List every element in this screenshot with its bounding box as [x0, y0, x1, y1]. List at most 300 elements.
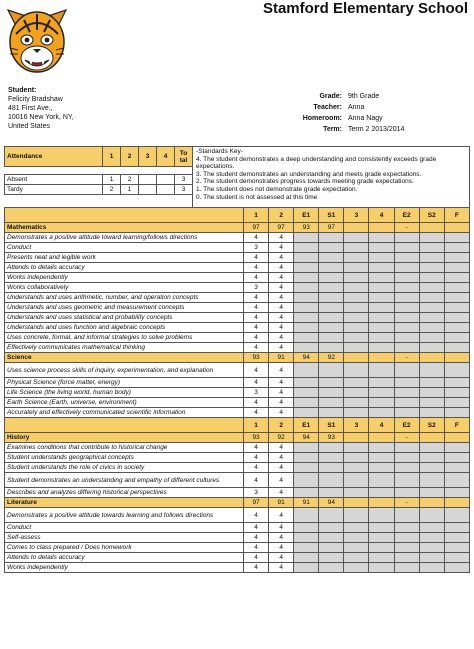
empty-grade-cell	[444, 343, 469, 353]
standard-grade-cell: 3	[244, 488, 269, 498]
empty-grade-cell	[344, 508, 369, 523]
empty-grade-cell	[369, 523, 394, 533]
subject-grade-cell	[344, 433, 369, 443]
empty-grade-cell	[444, 473, 469, 488]
empty-grade-cell	[419, 313, 444, 323]
subject-grade-cell: 97	[319, 223, 344, 233]
standard-grade-cell: 4	[244, 473, 269, 488]
standard-row	[5, 323, 470, 333]
empty-grade-cell	[319, 563, 344, 573]
empty-grade-cell	[319, 388, 344, 398]
attendance-row: Absent 1 2 3	[5, 175, 193, 185]
empty-grade-cell	[294, 533, 319, 543]
subject-name: Mathematics	[5, 223, 244, 233]
empty-grade-cell	[419, 443, 444, 453]
subject-grade-cell	[369, 223, 394, 233]
grade-column-header: S2	[419, 418, 444, 433]
standard-description: Self-assess	[5, 533, 244, 543]
empty-grade-cell	[369, 293, 394, 303]
attendance-table	[4, 146, 193, 195]
standard-row	[5, 543, 470, 553]
standard-description: Understands and uses statistical and probability concepts	[5, 313, 244, 323]
standard-grade-cell: 4	[244, 253, 269, 263]
empty-grade-cell	[294, 333, 319, 343]
standard-description: Understands and uses arithmetic, number, and operation concepts	[5, 293, 244, 303]
empty-grade-cell	[344, 378, 369, 388]
empty-grade-cell	[394, 343, 419, 353]
empty-grade-cell	[444, 543, 469, 553]
empty-grade-cell	[319, 333, 344, 343]
grade-column-header: S1	[319, 208, 344, 223]
empty-grade-cell	[319, 398, 344, 408]
subject-grade-cell	[444, 433, 469, 443]
subject-grade-cell: 93	[244, 433, 269, 443]
subject-grade-cell: -	[394, 498, 419, 508]
standard-description: Conduct	[5, 243, 244, 253]
subject-name: History	[5, 433, 244, 443]
grade-column-header: 2	[269, 418, 294, 433]
empty-grade-cell	[394, 508, 419, 523]
empty-grade-cell	[369, 263, 394, 273]
grade-column-header: 3	[344, 418, 369, 433]
empty-grade-cell	[419, 553, 444, 563]
empty-grade-cell	[294, 443, 319, 453]
standard-grade-cell: 4	[269, 253, 294, 263]
empty-grade-cell	[394, 303, 419, 313]
empty-grade-cell	[319, 463, 344, 473]
empty-grade-cell	[369, 388, 394, 398]
empty-grade-cell	[344, 453, 369, 463]
empty-grade-cell	[369, 408, 394, 418]
standard-description: Uses science process skills of inquiry, experimentation, and explanation	[5, 363, 244, 378]
standard-description: Understands and uses geometric and measurement concepts	[5, 303, 244, 313]
standard-grade-cell: 4	[244, 543, 269, 553]
standard-grade-cell: 4	[269, 243, 294, 253]
standard-grade-cell: 4	[244, 553, 269, 563]
empty-grade-cell	[419, 363, 444, 378]
standard-row	[5, 443, 470, 453]
empty-grade-cell	[294, 378, 319, 388]
subject-grade-cell: 94	[319, 498, 344, 508]
empty-grade-cell	[444, 333, 469, 343]
empty-grade-cell	[419, 408, 444, 418]
empty-grade-cell	[294, 508, 319, 523]
empty-grade-cell	[369, 463, 394, 473]
student-label: Student:	[8, 87, 37, 94]
empty-grade-cell	[344, 243, 369, 253]
standard-row	[5, 293, 470, 303]
empty-grade-cell	[394, 533, 419, 543]
subject-grade-cell	[444, 498, 469, 508]
empty-grade-cell	[369, 508, 394, 523]
subject-grade-cell: 91	[269, 353, 294, 363]
standard-grade-cell: 4	[269, 533, 294, 543]
empty-grade-cell	[294, 408, 319, 418]
empty-grade-cell	[369, 323, 394, 333]
wildcat-mascot-logo	[4, 2, 70, 82]
subject-row	[5, 223, 470, 233]
empty-grade-cell	[294, 363, 319, 378]
empty-grade-cell	[369, 533, 394, 543]
standard-grade-cell: 4	[244, 533, 269, 543]
info-row-homeroom: Homeroom: Anna Nagy	[302, 115, 383, 122]
subject-grade-cell	[444, 223, 469, 233]
subject-grade-cell	[344, 498, 369, 508]
empty-grade-cell	[369, 253, 394, 263]
empty-grade-cell	[444, 273, 469, 283]
subject-name: Literature	[5, 498, 244, 508]
standard-grade-cell: 4	[269, 408, 294, 418]
empty-grade-cell	[369, 333, 394, 343]
standard-description: Works collaboratively	[5, 283, 244, 293]
standard-description: Works independently	[5, 273, 244, 283]
standard-grade-cell: 4	[269, 273, 294, 283]
standard-row	[5, 398, 470, 408]
empty-grade-cell	[369, 553, 394, 563]
standard-grade-cell: 4	[269, 553, 294, 563]
empty-grade-cell	[394, 408, 419, 418]
standard-description: Student understands geographical concepts	[5, 453, 244, 463]
empty-grade-cell	[344, 553, 369, 563]
standard-grade-cell: 4	[269, 473, 294, 488]
student-address-block	[8, 86, 74, 131]
standard-description: Attends to details accuracy	[5, 553, 244, 563]
empty-grade-cell	[444, 323, 469, 333]
standard-description: Accurately and effectively communicated scientific information	[5, 408, 244, 418]
subject-grade-cell	[419, 498, 444, 508]
empty-grade-cell	[369, 233, 394, 243]
empty-grade-cell	[319, 233, 344, 243]
empty-grade-cell	[344, 408, 369, 418]
empty-grade-cell	[419, 453, 444, 463]
empty-grade-cell	[394, 323, 419, 333]
empty-grade-cell	[369, 398, 394, 408]
standard-grade-cell: 4	[244, 263, 269, 273]
standard-grade-cell: 4	[269, 453, 294, 463]
grade-column-header: F	[444, 418, 469, 433]
subject-grade-cell: 97	[244, 498, 269, 508]
subject-grade-cell	[344, 353, 369, 363]
info-row-term: Term: Term 2 2013/2014	[323, 126, 405, 133]
empty-grade-cell	[319, 543, 344, 553]
empty-grade-cell	[294, 523, 319, 533]
standard-grade-cell: 4	[244, 453, 269, 463]
subject-grade-cell: 91	[294, 498, 319, 508]
grade-column-header: E2	[394, 418, 419, 433]
empty-grade-cell	[319, 488, 344, 498]
empty-grade-cell	[344, 463, 369, 473]
empty-grade-cell	[394, 443, 419, 453]
empty-grade-cell	[319, 453, 344, 463]
empty-grade-cell	[444, 533, 469, 543]
empty-grade-cell	[444, 363, 469, 378]
empty-grade-cell	[369, 453, 394, 463]
standard-row	[5, 463, 470, 473]
empty-grade-cell	[369, 488, 394, 498]
subject-grade-cell: -	[394, 353, 419, 363]
grade-column-header: S2	[419, 208, 444, 223]
empty-grade-cell	[294, 293, 319, 303]
standard-grade-cell: 4	[269, 443, 294, 453]
empty-grade-cell	[444, 388, 469, 398]
empty-grade-cell	[394, 473, 419, 488]
empty-grade-cell	[319, 408, 344, 418]
standard-grade-cell: 4	[244, 323, 269, 333]
empty-grade-cell	[419, 463, 444, 473]
standard-grade-cell: 4	[269, 313, 294, 323]
standard-description: Student understands the role of civics in society	[5, 463, 244, 473]
empty-grade-cell	[444, 488, 469, 498]
standard-grade-cell: 4	[269, 488, 294, 498]
grade-column-header: 1	[244, 418, 269, 433]
standard-row	[5, 233, 470, 243]
empty-grade-cell	[294, 313, 319, 323]
standard-grade-cell: 4	[244, 398, 269, 408]
empty-grade-cell	[344, 273, 369, 283]
empty-grade-cell	[419, 488, 444, 498]
grade-column-header: 4	[369, 208, 394, 223]
term-info	[262, 91, 468, 135]
standard-row	[5, 273, 470, 283]
standard-description: Attends to details accuracy	[5, 263, 244, 273]
subject-grade-cell: 94	[294, 433, 319, 443]
empty-grade-cell	[444, 313, 469, 323]
standard-grade-cell: 4	[269, 343, 294, 353]
standard-grade-cell: 4	[269, 523, 294, 533]
grades-table	[4, 207, 470, 573]
subject-grade-cell: 97	[244, 223, 269, 233]
standard-grade-cell: 4	[244, 463, 269, 473]
empty-grade-cell	[419, 323, 444, 333]
subject-grade-cell	[369, 353, 394, 363]
standard-description: Effectively communicates mathematical thinking	[5, 343, 244, 353]
subject-grade-cell: 91	[269, 498, 294, 508]
empty-grade-cell	[419, 283, 444, 293]
empty-grade-cell	[294, 563, 319, 573]
standard-grade-cell: 4	[269, 398, 294, 408]
empty-grade-cell	[394, 378, 419, 388]
standard-row	[5, 243, 470, 253]
empty-grade-cell	[319, 378, 344, 388]
empty-grade-cell	[344, 543, 369, 553]
grade-column-header: E1	[294, 418, 319, 433]
subject-grade-cell	[444, 353, 469, 363]
empty-grade-cell	[419, 303, 444, 313]
empty-grade-cell	[394, 253, 419, 263]
standard-grade-cell: 4	[244, 508, 269, 523]
standard-description: Works independently	[5, 563, 244, 573]
empty-grade-cell	[319, 273, 344, 283]
standard-description: Life Science (the living world, human body)	[5, 388, 244, 398]
empty-grade-cell	[394, 453, 419, 463]
standard-row	[5, 363, 470, 378]
empty-grade-cell	[369, 273, 394, 283]
subject-grade-cell: 92	[269, 433, 294, 443]
subject-grade-cell: -	[394, 223, 419, 233]
standard-description: Demonstrates a positive attitude toward learning/follows directions	[5, 233, 244, 243]
standard-grade-cell: 4	[244, 563, 269, 573]
empty-grade-cell	[294, 398, 319, 408]
empty-grade-cell	[419, 533, 444, 543]
standard-row	[5, 488, 470, 498]
empty-grade-cell	[294, 553, 319, 563]
empty-grade-cell	[419, 473, 444, 488]
standard-grade-cell: 4	[244, 378, 269, 388]
standard-description: Comes to class prepared / Does homework	[5, 543, 244, 553]
grade-column-header: 1	[244, 208, 269, 223]
empty-grade-cell	[394, 553, 419, 563]
empty-grade-cell	[294, 263, 319, 273]
empty-grade-cell	[369, 543, 394, 553]
empty-grade-cell	[419, 333, 444, 343]
standard-grade-cell: 4	[244, 343, 269, 353]
subject-grade-cell: 93	[244, 353, 269, 363]
student-address-line2: 10016 New York, NY,	[8, 114, 74, 121]
empty-grade-cell	[344, 473, 369, 488]
standard-description: Describes and analyzes differing historical perspectives	[5, 488, 244, 498]
subject-row	[5, 433, 470, 443]
standard-row	[5, 388, 470, 398]
empty-grade-cell	[344, 233, 369, 243]
standard-row	[5, 303, 470, 313]
empty-grade-cell	[294, 233, 319, 243]
empty-grade-cell	[294, 488, 319, 498]
standard-grade-cell: 4	[269, 263, 294, 273]
standard-row	[5, 533, 470, 543]
empty-grade-cell	[419, 543, 444, 553]
subject-grade-cell	[419, 223, 444, 233]
grade-column-header-row	[5, 418, 470, 433]
grade-column-header: E1	[294, 208, 319, 223]
empty-grade-cell	[394, 243, 419, 253]
empty-grade-cell	[419, 563, 444, 573]
empty-grade-cell	[394, 263, 419, 273]
standard-grade-cell: 4	[269, 333, 294, 343]
standard-row	[5, 343, 470, 353]
empty-grade-cell	[319, 293, 344, 303]
empty-grade-cell	[369, 243, 394, 253]
info-row-grade: Grade: 9th Grade	[319, 93, 380, 100]
standard-grade-cell: 4	[269, 463, 294, 473]
empty-grade-cell	[419, 253, 444, 263]
subject-grade-cell	[419, 433, 444, 443]
empty-grade-cell	[294, 243, 319, 253]
subject-grade-cell	[369, 498, 394, 508]
standard-grade-cell: 4	[269, 323, 294, 333]
standard-grade-cell: 4	[244, 273, 269, 283]
subject-grade-cell: 97	[269, 223, 294, 233]
empty-grade-cell	[394, 233, 419, 243]
empty-grade-cell	[394, 363, 419, 378]
empty-grade-cell	[294, 473, 319, 488]
empty-grade-cell	[344, 563, 369, 573]
standard-row	[5, 563, 470, 573]
standard-row	[5, 263, 470, 273]
standard-grade-cell: 4	[269, 363, 294, 378]
standard-grade-cell: 3	[244, 243, 269, 253]
empty-grade-cell	[319, 363, 344, 378]
empty-grade-cell	[394, 543, 419, 553]
empty-grade-cell	[394, 488, 419, 498]
standard-row	[5, 523, 470, 533]
grade-column-header: S1	[319, 418, 344, 433]
empty-grade-cell	[444, 523, 469, 533]
standard-grade-cell: 4	[269, 543, 294, 553]
empty-grade-cell	[319, 523, 344, 533]
empty-grade-cell	[444, 443, 469, 453]
standard-grade-cell: 4	[244, 443, 269, 453]
empty-grade-cell	[319, 443, 344, 453]
empty-grade-cell	[294, 463, 319, 473]
subject-row	[5, 353, 470, 363]
standard-description: Conduct	[5, 523, 244, 533]
empty-grade-cell	[344, 398, 369, 408]
attendance-row: Tardy 2 1 3	[5, 185, 193, 195]
empty-grade-cell	[419, 233, 444, 243]
standard-description: Physical Science (force matter, energy)	[5, 378, 244, 388]
empty-grade-cell	[294, 453, 319, 463]
standard-row	[5, 508, 470, 523]
empty-grade-cell	[319, 323, 344, 333]
standard-grade-cell: 4	[269, 293, 294, 303]
standard-grade-cell: 4	[244, 303, 269, 313]
subject-grade-cell	[344, 223, 369, 233]
student-name: Felicity Bradshaw	[8, 96, 63, 103]
empty-grade-cell	[444, 233, 469, 243]
school-title: Stamford Elementary School	[262, 0, 468, 17]
standard-grade-cell: 4	[244, 233, 269, 243]
standards-key: -Standards Key- 4. The student demonstrates a deep understanding and consistently exceeds grade expectations. 3. The student demonstrates an understanding and meets grade expectations. 2. The student demonstrates progress towards meeting grade expectations. 1. The student does not demonstrate grade expectation. 0. The student is not assessed at this time	[192, 146, 470, 207]
empty-grade-cell	[319, 313, 344, 323]
empty-grade-cell	[294, 283, 319, 293]
empty-grade-cell	[394, 273, 419, 283]
empty-grade-cell	[394, 283, 419, 293]
empty-grade-cell	[444, 563, 469, 573]
subject-grade-cell: 94	[294, 353, 319, 363]
empty-grade-cell	[344, 253, 369, 263]
standard-description: Uses concrete, formal, and informal strategies to solve problems	[5, 333, 244, 343]
standard-grade-cell: 4	[269, 303, 294, 313]
standard-grade-cell: 4	[269, 378, 294, 388]
empty-grade-cell	[444, 453, 469, 463]
empty-grade-cell	[319, 533, 344, 543]
empty-grade-cell	[444, 303, 469, 313]
empty-grade-cell	[294, 273, 319, 283]
standard-grade-cell: 4	[244, 313, 269, 323]
attendance-title: Attendance	[5, 147, 103, 167]
empty-grade-cell	[444, 398, 469, 408]
empty-grade-cell	[344, 388, 369, 398]
standard-grade-cell: 4	[269, 233, 294, 243]
empty-grade-cell	[344, 333, 369, 343]
empty-grade-cell	[444, 263, 469, 273]
empty-grade-cell	[419, 508, 444, 523]
empty-grade-cell	[394, 398, 419, 408]
empty-grade-cell	[344, 363, 369, 378]
standard-description: Demonstrates a positive attitude towards learning and follows directions	[5, 508, 244, 523]
standard-description: Earth Science (Earth, universe, environment)	[5, 398, 244, 408]
standard-row	[5, 473, 470, 488]
standard-row	[5, 333, 470, 343]
student-address-line1: 481 First Ave.,	[8, 105, 53, 112]
empty-grade-cell	[419, 523, 444, 533]
empty-grade-cell	[319, 303, 344, 313]
empty-grade-cell	[369, 363, 394, 378]
standard-description: Presents neat and legible work	[5, 253, 244, 263]
standard-row	[5, 408, 470, 418]
empty-grade-cell	[294, 343, 319, 353]
grade-column-header: 3	[344, 208, 369, 223]
